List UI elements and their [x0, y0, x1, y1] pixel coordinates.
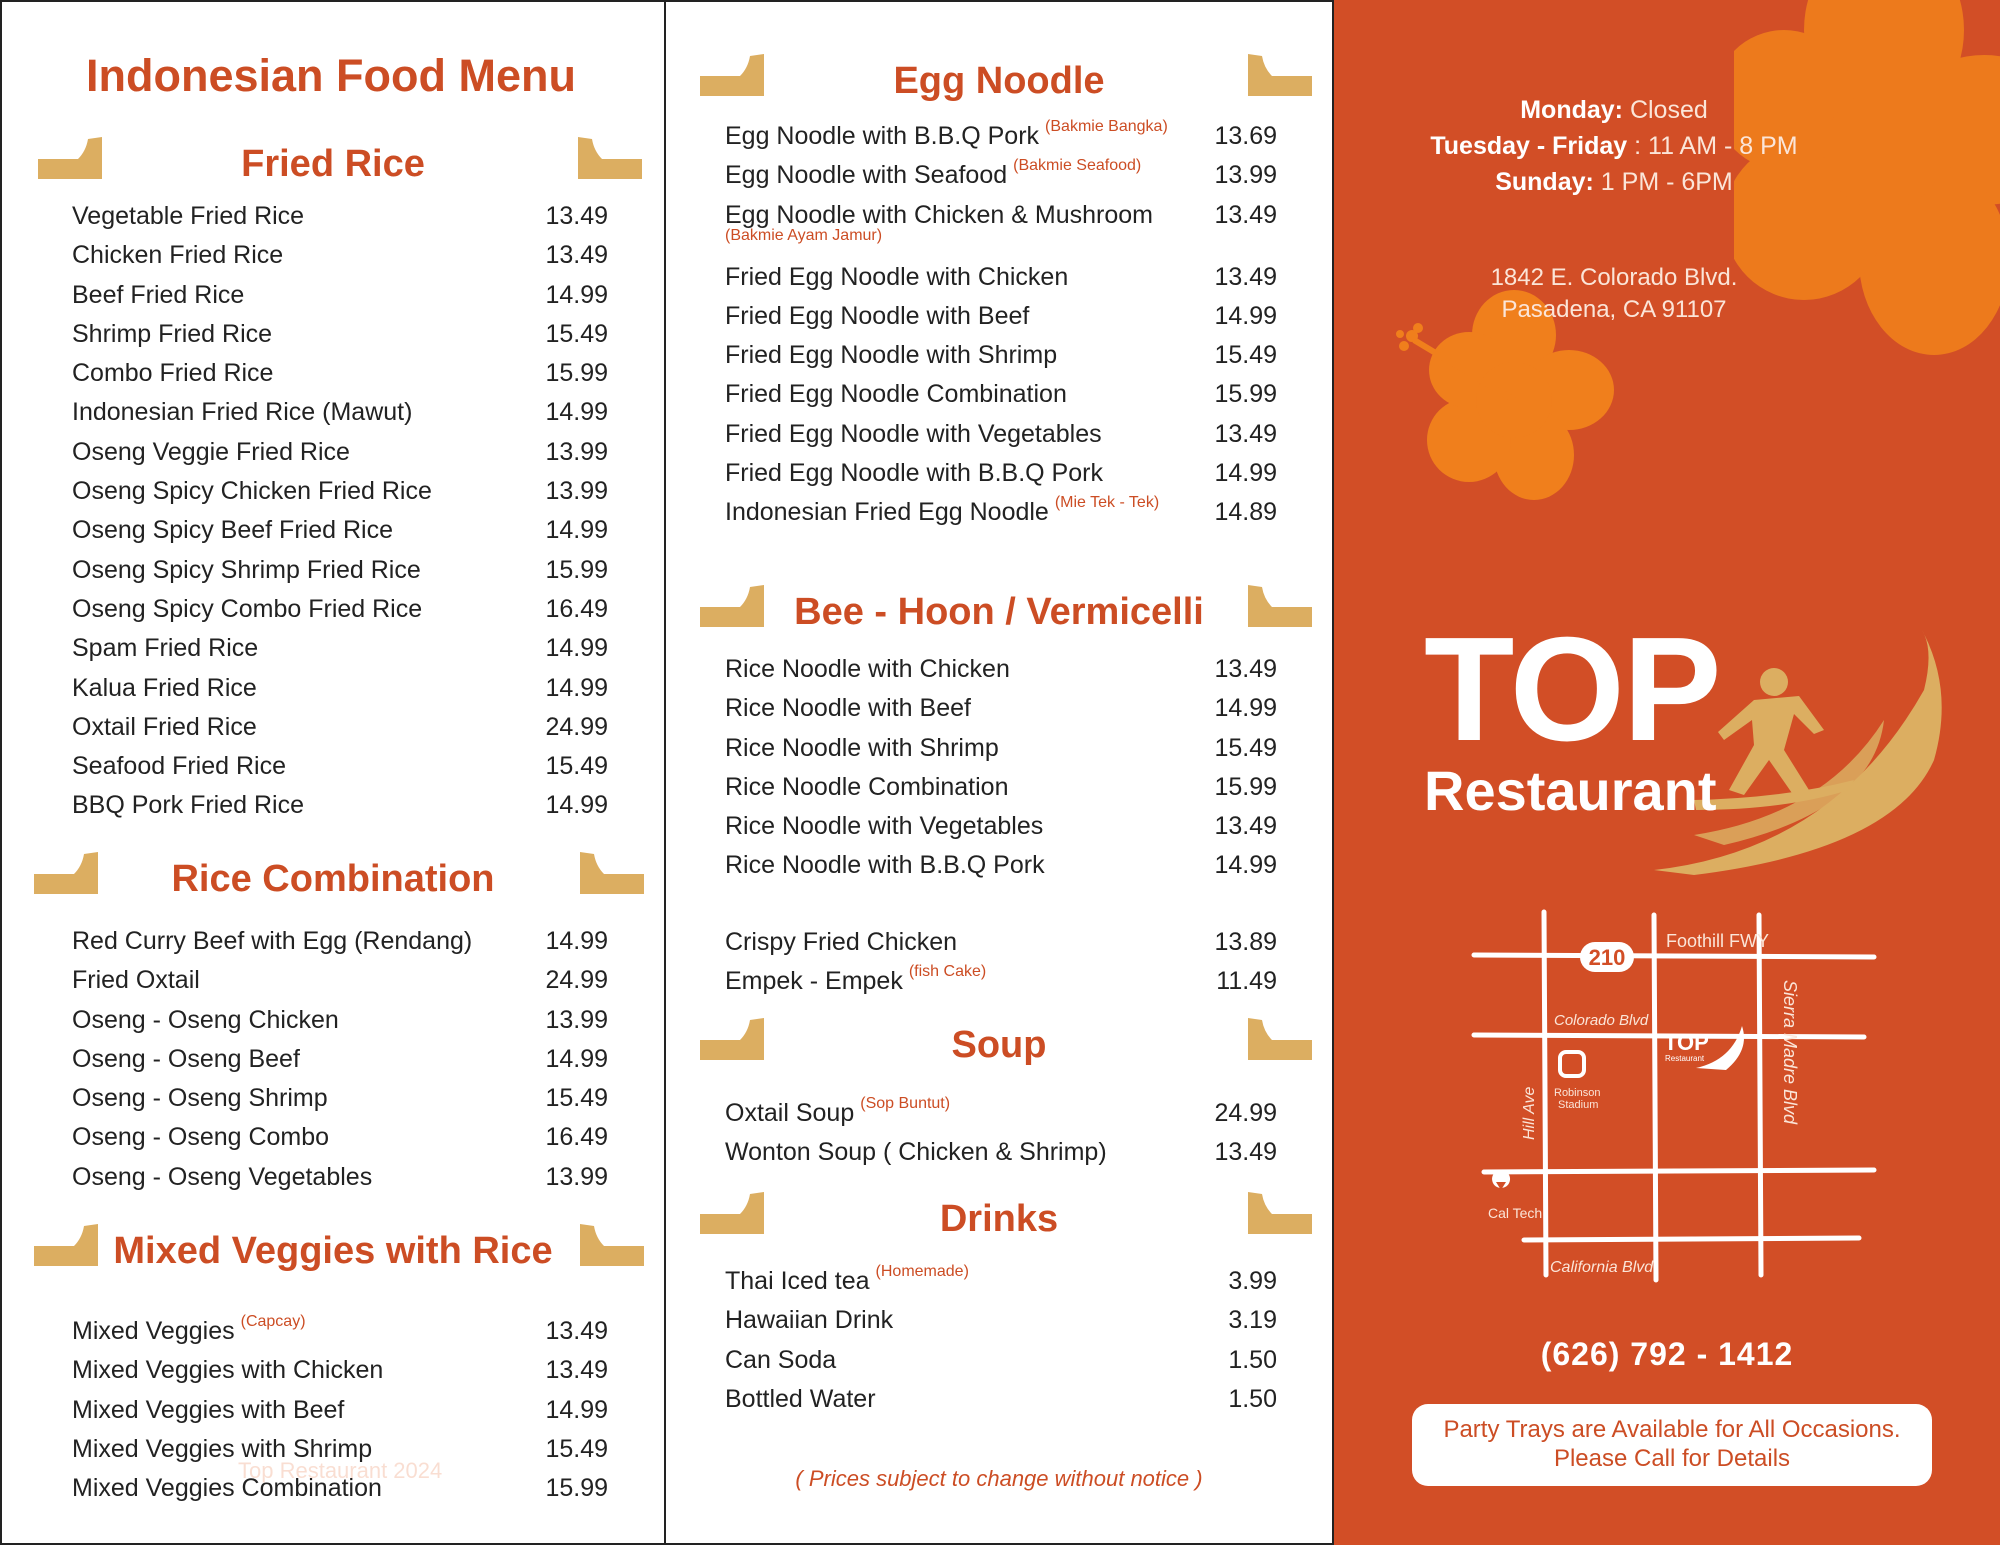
- menu-item: [72, 393, 608, 432]
- corner-ornament-right: [580, 1224, 644, 1266]
- menu-item-name: Bottled Water: [725, 1384, 876, 1413]
- section-header-bee-hoon: [666, 585, 1332, 645]
- section-title: Mixed Veggies with Rice: [113, 1230, 553, 1272]
- egg-noodle-list: [725, 117, 1277, 533]
- menu-item-name: Fried Egg Noodle with Chicken: [725, 262, 1069, 291]
- menu-item-price: 15.99: [1214, 772, 1277, 801]
- menu-item: [725, 1133, 1277, 1172]
- menu-item-price: 1.50: [1228, 1384, 1277, 1413]
- menu-item-name: Egg Noodle with Seafood $^{(Bakmie Seafood)}$: [725, 157, 1142, 190]
- menu-item-name: Spam Fried Rice: [72, 634, 259, 663]
- map-label-hill: Hill Ave: [1521, 1086, 1538, 1140]
- menu-item-price: 3.99: [1228, 1267, 1277, 1295]
- menu-item: [72, 1158, 608, 1197]
- menu-item-price: 13.99: [545, 437, 608, 466]
- menu-item-name: Rice Noodle with B.B.Q Pork: [725, 851, 1045, 880]
- menu-item-name: Oxtail Soup $^{(Sop Buntut)}$: [725, 1095, 951, 1127]
- menu-item: [725, 1262, 1277, 1301]
- section-title: Egg Noodle: [893, 60, 1105, 102]
- menu-item-name: Chicken Fried Rice: [72, 241, 284, 270]
- menu-item-note: (Bakmie Bangka): [1045, 118, 1168, 135]
- fried-rice-list: [72, 197, 608, 826]
- section-title: Rice Combination: [171, 858, 495, 900]
- menu-item-name: Egg Noodle with Chicken & Mushroom: [725, 200, 1153, 229]
- corner-ornament-right: [1248, 585, 1312, 627]
- stadium-icon: [1560, 1052, 1584, 1076]
- menu-item-price: 13.69: [1214, 122, 1277, 150]
- menu-item: [72, 276, 608, 315]
- map-label-foothill: Foothill FWY: [1666, 931, 1770, 951]
- map-road-middle: [1484, 1170, 1874, 1172]
- menu-item-name: Oseng - Oseng Beef: [72, 1044, 300, 1073]
- menu-item-price: 15.49: [1214, 341, 1277, 370]
- menu-title: Indonesian Food Menu: [86, 50, 576, 101]
- menu-item-price: 13.99: [545, 1162, 608, 1191]
- section-header-fried-rice: [2, 137, 664, 197]
- menu-item: [72, 1351, 608, 1390]
- menu-item-name: Oseng Spicy Combo Fried Rice: [72, 594, 423, 623]
- menu-item-name: Oseng Spicy Chicken Fried Rice: [72, 477, 432, 506]
- menu-item-price: 14.89: [1214, 498, 1277, 527]
- menu-item: [725, 768, 1277, 807]
- menu-item-name: Red Curry Beef with Egg (Rendang): [72, 927, 473, 955]
- address-line2: Pasadena, CA 91107: [1501, 296, 1727, 323]
- phone-number[interactable]: (626) 792 - 1412: [1540, 1336, 1794, 1372]
- menu-item-name: Kalua Fried Rice: [72, 673, 257, 702]
- menu-item-price: 14.99: [545, 516, 608, 545]
- menu-item: [725, 117, 1277, 156]
- menu-item: [72, 1040, 608, 1079]
- section-title: Bee - Hoon / Vermicelli: [794, 591, 1204, 633]
- menu-item-price: 3.19: [1228, 1306, 1277, 1335]
- menu-item-note: (Homemade): [875, 1263, 969, 1280]
- menu-item: [725, 729, 1277, 768]
- menu-item-price: 13.49: [1214, 655, 1277, 683]
- menu-item-price: 16.49: [545, 1123, 608, 1152]
- menu-item-price: 14.99: [1214, 694, 1277, 723]
- map-marker-sub: Restaurant: [1665, 1054, 1705, 1063]
- menu-item: [725, 375, 1277, 414]
- hours-tuesday-friday: Tuesday - Friday : 11 AM - 8 PM: [1430, 132, 1798, 160]
- menu-item-subtitle: (Bakmie Ayam Jamur): [725, 226, 883, 244]
- menu-item-name: Rice Noodle with Chicken: [725, 655, 1010, 683]
- menu-item-name: Crispy Fried Chicken: [725, 928, 958, 956]
- map-label-sierra: Sierra Madre Blvd: [1780, 980, 1800, 1125]
- corner-ornament-right: [578, 137, 642, 179]
- menu-item-price: 13.89: [1214, 928, 1277, 956]
- menu-item-price: 13.49: [545, 241, 608, 270]
- menu-item: [725, 454, 1277, 493]
- address: [1334, 262, 1894, 326]
- menu-item-name: Can Soda: [725, 1345, 837, 1374]
- menu-item-note: (Bakmie Seafood): [1013, 157, 1142, 175]
- map-label-colorado: Colorado Blvd: [1554, 1012, 1649, 1029]
- map-label-california: California Blvd: [1550, 1259, 1654, 1276]
- menu-item: [72, 786, 608, 825]
- location-map: [1464, 900, 1884, 1300]
- menu-item-price: 14.99: [545, 927, 608, 955]
- section-title: Drinks: [939, 1198, 1059, 1240]
- party-trays-banner: [1412, 1404, 1932, 1486]
- menu-item-price: 13.99: [545, 1005, 608, 1034]
- menu-item-price: 13.49: [545, 1356, 608, 1385]
- map-label-caltech: Cal Tech: [1488, 1205, 1543, 1221]
- map-road-hill: [1544, 912, 1546, 1275]
- menu-item-name: Oseng Veggie Fried Rice: [72, 437, 350, 466]
- menu-item-price: 13.49: [545, 202, 608, 230]
- map-road-lake: [1654, 915, 1656, 1280]
- menu-item-price: 14.99: [545, 673, 608, 702]
- menu-item: [725, 156, 1277, 195]
- menu-item-name: Beef Fried Rice: [72, 280, 245, 309]
- menu-item-price: 14.99: [545, 791, 608, 820]
- soup-list: [725, 1094, 1277, 1173]
- menu-item-name: Oseng Spicy Beef Fried Rice: [72, 516, 393, 545]
- menu-item: [725, 923, 1277, 962]
- section-title: Fried Rice: [241, 143, 425, 185]
- menu-item: [725, 962, 1277, 1001]
- price-disclaimer: ( Prices subject to change without notice ): [795, 1466, 1203, 1491]
- watermark: Top Restaurant 2024: [238, 1458, 443, 1483]
- menu-item-name: Mixed Veggies with Beef: [72, 1395, 345, 1424]
- menu-item-name: Fried Egg Noodle with Beef: [725, 301, 1030, 330]
- section-header-drinks: [666, 1192, 1332, 1252]
- menu-item: [725, 415, 1277, 454]
- menu-item-price: 14.99: [545, 1044, 608, 1073]
- menu-item-name: Thai Iced tea $^{(Homemade)}$: [725, 1263, 969, 1295]
- map-label-stadium-2: Stadium: [1558, 1099, 1599, 1111]
- menu-item-name: Shrimp Fried Rice: [72, 319, 273, 348]
- menu-item: [725, 258, 1277, 297]
- menu-item: [72, 551, 608, 590]
- map-road-california: [1524, 1238, 1859, 1240]
- menu-item-name: Indonesian Fried Egg Noodle $^{(Mie Tek - Tek)}$: [725, 494, 1160, 527]
- menu-item-name: Mixed Veggies with Chicken: [72, 1356, 384, 1385]
- bee-hoon-list: [725, 650, 1277, 886]
- extras-list: [725, 923, 1277, 1002]
- menu-item-name: Rice Noodle with Shrimp: [725, 733, 999, 762]
- menu-item-name: Wonton Soup ( Chicken & Shrimp): [725, 1138, 1107, 1167]
- menu-item-price: 14.99: [1214, 301, 1277, 330]
- menu-item-price: 15.49: [545, 1434, 608, 1463]
- menu-item: [72, 747, 608, 786]
- menu-panel-left: [0, 0, 666, 1545]
- menu-item: [72, 922, 608, 961]
- menu-item-name: Oseng - Oseng Vegetables: [72, 1162, 373, 1191]
- freeway-number: 210: [1588, 945, 1626, 970]
- section-header-rice-combination: [2, 852, 664, 912]
- menu-item-name: BBQ Pork Fried Rice: [72, 791, 305, 820]
- menu-item: [725, 846, 1277, 885]
- menu-item: [725, 689, 1277, 728]
- menu-item-name: Egg Noodle with B.B.Q Pork $^{(Bakmie Bangka)}$: [725, 118, 1168, 150]
- menu-item-name: Combo Fried Rice: [72, 359, 274, 388]
- corner-ornament-right: [1248, 1018, 1312, 1060]
- party-line2: Please Call for Details: [1553, 1445, 1791, 1472]
- menu-item-name: Rice Noodle with Beef: [725, 694, 971, 723]
- menu-item-price: 1.50: [1228, 1345, 1277, 1374]
- menu-item-name: Indonesian Fried Rice (Mawut): [72, 398, 413, 427]
- map-road-foothill: [1474, 955, 1874, 957]
- menu-item: [72, 961, 608, 1000]
- menu-item-price: 24.99: [545, 712, 608, 741]
- menu-item-name: Rice Noodle with Vegetables: [725, 812, 1044, 841]
- info-panel-right: [1334, 0, 2000, 1545]
- menu-item-price: 13.99: [1214, 161, 1277, 190]
- hours-sunday: Sunday: 1 PM - 6PM: [1495, 168, 1733, 196]
- menu-item: [725, 1301, 1277, 1340]
- menu-item-name: Oseng - Oseng Chicken: [72, 1005, 339, 1034]
- section-title: Soup: [951, 1024, 1047, 1066]
- menu-item: [72, 197, 608, 236]
- menu-item-price: 13.49: [1214, 419, 1277, 448]
- menu-item-price: 15.49: [545, 752, 608, 781]
- menu-item: [725, 1380, 1277, 1419]
- section-header-soup: [666, 1018, 1332, 1078]
- menu-item-price: 13.49: [1214, 200, 1277, 229]
- menu-item-price: 14.99: [545, 1395, 608, 1424]
- menu-item-price: 13.49: [1214, 1138, 1277, 1167]
- menu-item-price: 14.99: [545, 280, 608, 309]
- party-line1: Party Trays are Available for All Occasions.: [1443, 1416, 1901, 1443]
- menu-item-name: Hawaiian Drink: [725, 1306, 894, 1335]
- menu-item: [72, 1079, 608, 1118]
- menu-item-price: 14.99: [1214, 851, 1277, 880]
- menu-item-name: Oseng - Oseng Shrimp: [72, 1084, 328, 1113]
- menu-item: [72, 1001, 608, 1040]
- menu-item-price: 14.99: [545, 398, 608, 427]
- menu-item-name: Fried Egg Noodle with B.B.Q Pork: [725, 459, 1103, 488]
- menu-item-price: 11.49: [1216, 967, 1277, 996]
- menu-item-name: Mixed Veggies with Shrimp: [72, 1434, 373, 1463]
- menu-item-name: Seafood Fried Rice: [72, 752, 287, 781]
- menu-item: [725, 807, 1277, 846]
- logo-subtitle: Restaurant: [1424, 759, 1717, 822]
- menu-item: [72, 1118, 608, 1157]
- menu-item-name: Fried Egg Noodle with Vegetables: [725, 419, 1102, 448]
- corner-ornament-right: [1248, 1192, 1312, 1234]
- menu-item-name: Oxtail Fried Rice: [72, 712, 257, 741]
- menu-item: [725, 650, 1277, 689]
- menu-item-price: 15.49: [545, 319, 608, 348]
- menu-item: [72, 236, 608, 275]
- menu-item: [72, 433, 608, 472]
- menu-item-name: Mixed Veggies $^{(Capcay)}$: [72, 1313, 306, 1345]
- menu-item-price: 15.99: [545, 555, 608, 584]
- menu-item: [72, 629, 608, 668]
- menu-item: [72, 472, 608, 511]
- menu-item-note: (Sop Buntut): [860, 1095, 951, 1112]
- menu-item-name: Empek - Empek $^{(fish Cake)}$: [725, 963, 987, 996]
- menu-item-price: 13.49: [1214, 812, 1277, 841]
- menu-item: [72, 315, 608, 354]
- drinks-list: [725, 1262, 1277, 1419]
- map-label-stadium-1: Robinson: [1554, 1087, 1601, 1099]
- menu-item: [72, 1391, 608, 1430]
- menu-item: [72, 511, 608, 550]
- section-header-egg-noodle: [666, 54, 1332, 114]
- section-header-mixed-veggies: [2, 1224, 664, 1284]
- menu-item-price: 14.99: [545, 634, 608, 663]
- menu-item-price: 13.49: [1214, 262, 1277, 291]
- menu-item-price: 15.99: [545, 1474, 608, 1503]
- corner-ornament-right: [1248, 54, 1312, 96]
- menu-item-name: Oseng - Oseng Combo: [72, 1123, 330, 1152]
- menu-item-price: 24.99: [545, 966, 608, 995]
- menu-item-price: 15.99: [545, 359, 608, 388]
- corner-ornament-right: [580, 852, 644, 894]
- menu-item-note: (Mie Tek - Tek): [1054, 494, 1160, 512]
- rice-combination-list: [72, 922, 608, 1197]
- menu-item-name: Rice Noodle Combination: [725, 772, 1009, 801]
- menu-item-name: Mixed Veggies Combination: [72, 1474, 382, 1503]
- menu-item: [72, 590, 608, 629]
- menu-item: [725, 297, 1277, 336]
- menu-item-note: (fish Cake): [908, 963, 987, 981]
- menu-item-name: Fried Oxtail: [72, 966, 200, 995]
- menu-item-price: 15.49: [1214, 733, 1277, 762]
- menu-item: [72, 669, 608, 708]
- menu-item: [725, 1094, 1277, 1133]
- menu-item-price: 15.49: [545, 1084, 608, 1113]
- menu-item-name: Oseng Spicy Shrimp Fried Rice: [72, 555, 421, 584]
- menu-item-price: 24.99: [1214, 1099, 1277, 1127]
- menu-item-name: Fried Egg Noodle Combination: [725, 380, 1067, 409]
- menu-item: [725, 1341, 1277, 1380]
- menu-item-price: 16.49: [545, 594, 608, 623]
- menu-item-name: Vegetable Fried Rice: [72, 202, 305, 230]
- address-line1: 1842 E. Colorado Blvd.: [1490, 264, 1738, 291]
- map-marker-top: TOP: [1664, 1030, 1709, 1055]
- logo-wordmark: TOP: [1424, 607, 1720, 772]
- menu-item: [725, 196, 1277, 258]
- menu-panel-middle: [666, 0, 1334, 1545]
- menu-item: [72, 1312, 608, 1351]
- menu-item-price: 15.99: [1214, 380, 1277, 409]
- menu-item-name: Fried Egg Noodle with Shrimp: [725, 341, 1058, 370]
- menu-item: [72, 708, 608, 747]
- menu-item-price: 14.99: [1214, 459, 1277, 488]
- menu-item-note: (Capcay): [240, 1313, 306, 1330]
- hours-monday: Monday: Closed: [1520, 96, 1708, 124]
- menu-item: [72, 354, 608, 393]
- menu-item: [725, 336, 1277, 375]
- menu-item: [725, 493, 1277, 532]
- menu-item-price: 13.49: [545, 1317, 608, 1345]
- menu-item-price: 13.99: [545, 477, 608, 506]
- map-road-sierra: [1759, 915, 1761, 1275]
